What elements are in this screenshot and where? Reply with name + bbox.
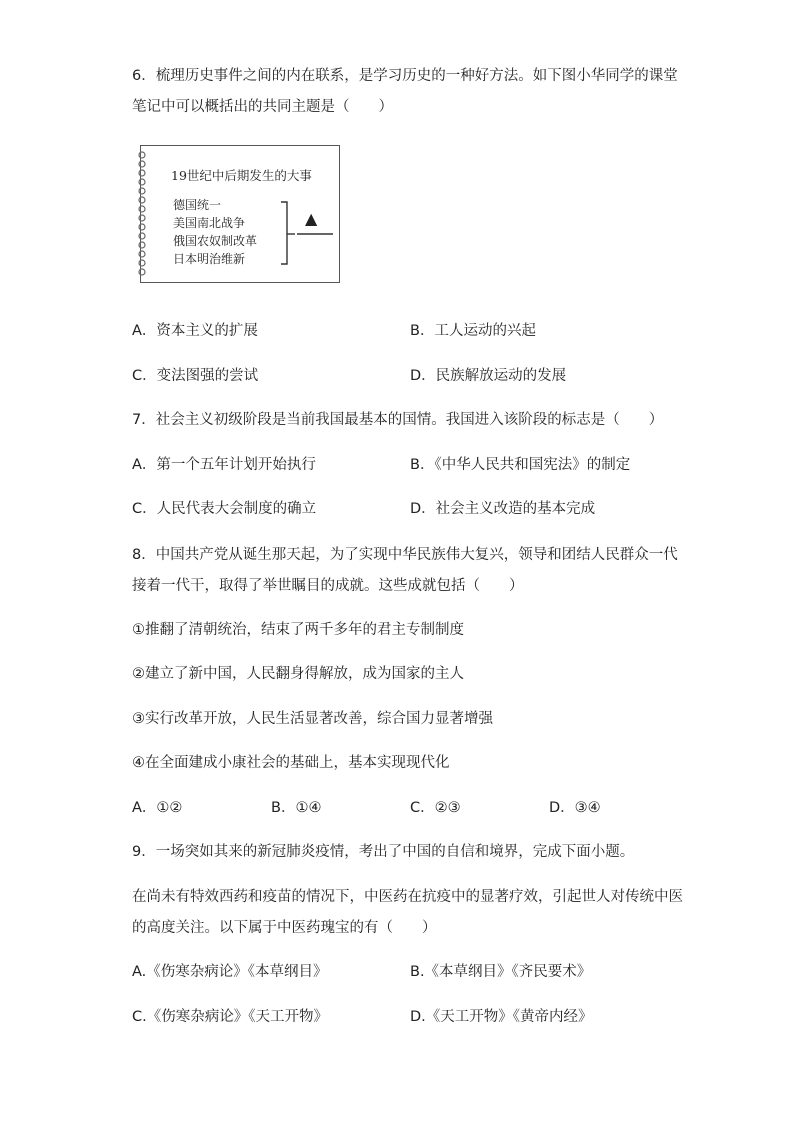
note-title: 19世纪中后期发生的大事: [171, 168, 312, 183]
note-item: 德国统一: [173, 198, 222, 212]
q9-stem-line2: 的高度关注。以下属于中医药瑰宝的有（ ）: [132, 920, 437, 936]
q7-option-a[interactable]: A．第一个五年计划开始执行: [132, 457, 316, 473]
q7-option-b[interactable]: B．《中华人民共和国宪法》的制定: [410, 457, 631, 473]
q9-option-d[interactable]: D.《天工开物》《黄帝内经》: [410, 1009, 593, 1025]
q8-statement-1: ①推翻了清朝统治，结束了两千多年的君主专制制度: [132, 622, 464, 638]
q7-stem: 7．社会主义初级阶段是当前我国最基本的国情。我国进入该阶段的标志是（ ）: [132, 412, 664, 428]
q9-option-a[interactable]: A.《伤寒杂病论》《本草纲目》: [132, 964, 328, 980]
note-item: 俄国农奴制改革: [173, 234, 258, 248]
q8-stem-line2: 接着一代干，取得了举世瞩目的成就。这些成就包括（ ）: [132, 578, 524, 594]
q9-stem-line1: 在尚未有特效西药和疫苗的情况下，中医药在抗疫中的显著疗效，引起世人对传统中医: [132, 889, 683, 905]
q6-option-b[interactable]: B．工人运动的兴起: [410, 323, 536, 339]
q6-stem-line2: 笔记中可以概括出的共同主题是（ ）: [132, 99, 393, 115]
spiral-binding-icon: [136, 150, 148, 280]
q8-statement-3: ③实行改革开放，人民生活显著改善，综合国力显著增强: [132, 711, 493, 727]
q9-option-b[interactable]: B.《本草纲目》《齐民要术》: [410, 964, 592, 980]
triangle-placeholder: ▲: [305, 209, 318, 228]
q6-option-c[interactable]: C．变法图强的尝试: [132, 368, 259, 384]
note-item: 美国南北战争: [173, 216, 246, 230]
q9-intro: 9．一场突如其来的新冠肺炎疫情，考出了中国的自信和境界，完成下面小题。: [132, 844, 635, 860]
q9-option-c[interactable]: C.《伤寒杂病论》《天工开物》: [132, 1009, 328, 1025]
q6-stem-line1: 6．梳理历史事件之间的内在联系，是学习历史的一种好方法。如下图小华同学的课堂: [132, 68, 678, 84]
q6-option-d[interactable]: D．民族解放运动的发展: [410, 368, 567, 384]
notebook-figure: [140, 145, 340, 283]
q7-option-c[interactable]: C．人民代表大会制度的确立: [132, 501, 317, 517]
note-item: 日本明治维新: [173, 252, 246, 266]
q8-stem-line1: 8．中国共产党从诞生那天起，为了实现中华民族伟大复兴，领导和团结人民群众一代: [132, 547, 678, 563]
q8-option-b[interactable]: B．①④: [271, 800, 322, 816]
q8-option-d[interactable]: D．③④: [549, 800, 601, 816]
q8-statement-4: ④在全面建成小康社会的基础上，基本实现现代化: [132, 755, 450, 771]
q8-statement-2: ②建立了新中国，人民翻身得解放，成为国家的主人: [132, 666, 464, 682]
q8-option-c[interactable]: C．②③: [410, 800, 461, 816]
q7-option-d[interactable]: D．社会主义改造的基本完成: [410, 501, 596, 517]
q8-option-a[interactable]: A．①②: [132, 800, 183, 816]
q6-option-a[interactable]: A．资本主义的扩展: [132, 323, 258, 339]
